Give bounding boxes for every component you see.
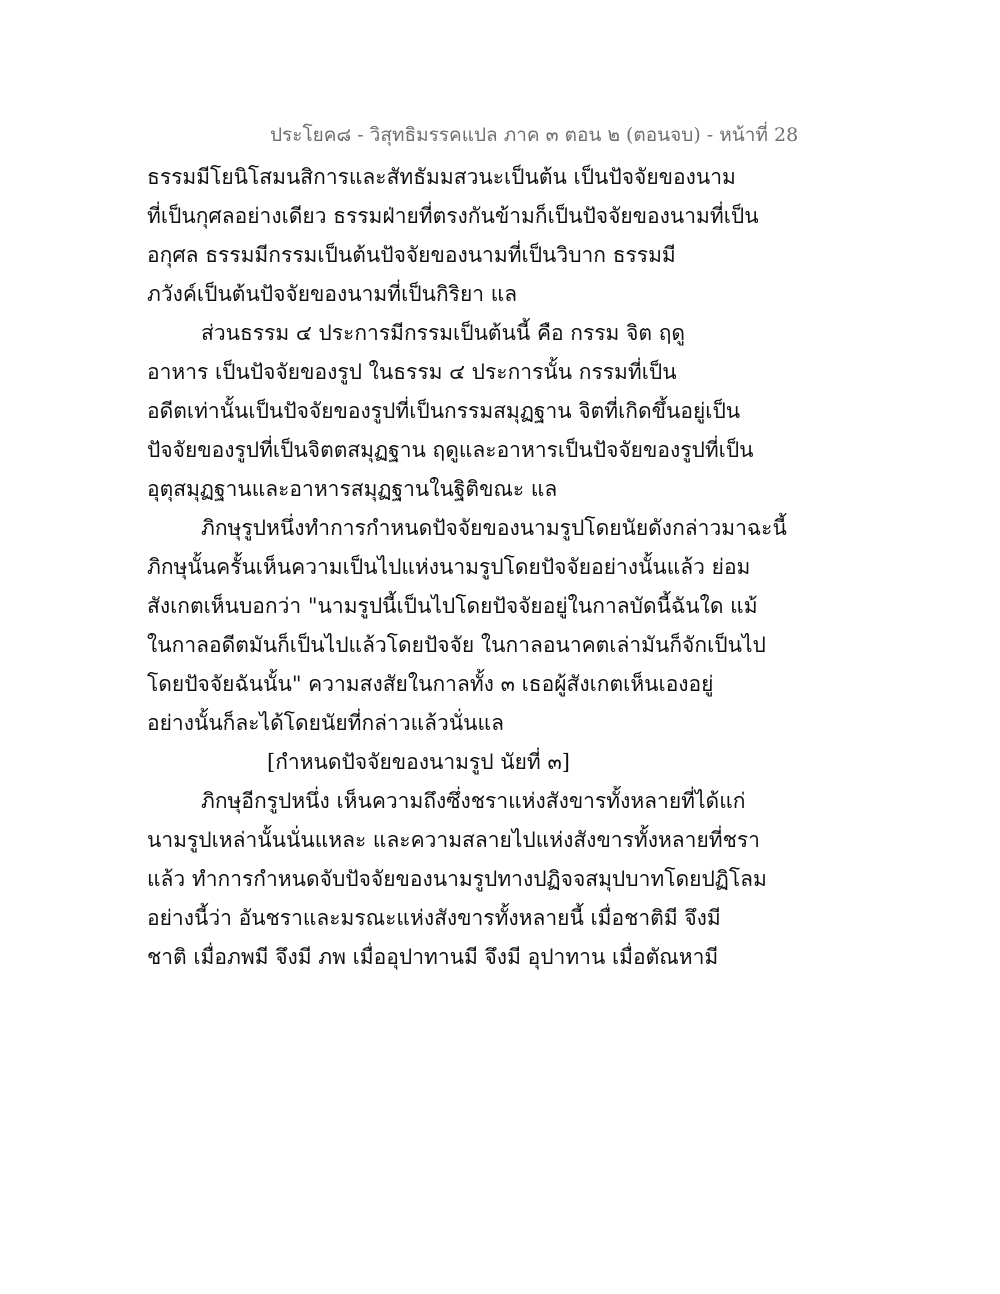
- paragraph-start-line: ส่วนธรรม ๔ ประการมีกรรมเป็นต้นนี้ คือ กรรม จิต ฤดู: [201, 321, 686, 345]
- text-line: ภวังค์เป็นต้นปัจจัยของนามที่เป็นกิริยา แล: [147, 282, 518, 306]
- paragraph-start-line: ภิกษุรูปหนึ่งทำการกำหนดปัจจัยของนามรูปโดยนัยดังกล่าวมาฉะนี้: [201, 516, 787, 540]
- text-line: นามรูปเหล่านั้นนั่นแหละ และความสลายไปแห่งสังขารทั้งหลายที่ชรา: [147, 828, 760, 852]
- text-line: ชาติ เมื่อภพมี จึงมี ภพ เมื่ออุปาทานมี จึงมี อุปาทาน เมื่อตัณหามี: [147, 945, 719, 969]
- text-line: ในกาลอดีตมันก็เป็นไปแล้วโดยปัจจัย ในกาลอนาคตเล่ามันก็จักเป็นไป: [147, 633, 766, 657]
- text-line: อดีตเท่านั้นเป็นปัจจัยของรูปที่เป็นกรรมสมุฏฐาน จิตที่เกิดขึ้นอยู่เป็น: [147, 399, 741, 423]
- text-line: ธรรมมีโยนิโสมนสิการและสัทธัมมสวนะเป็นต้น เป็นปัจจัยของนาม: [147, 165, 736, 189]
- text-line: โดยปัจจัยฉันนั้น" ความสงสัยในกาลทั้ง ๓ เธอผู้สังเกตเห็นเองอยู่: [147, 672, 714, 696]
- text-line: ภิกษุนั้นครั้นเห็นความเป็นไปแห่งนามรูปโดยปัจจัยอย่างนั้นแล้ว ย่อม: [147, 555, 751, 579]
- text-line: อย่างนี้ว่า อันชราและมรณะแห่งสังขารทั้งหลายนี้ เมื่อชาติมี จึงมี: [147, 906, 721, 930]
- text-line: แล้ว ทำการกำหนดจับปัจจัยของนามรูปทางปฏิจจสมุปบาทโดยปฏิโลม: [147, 867, 767, 891]
- text-line: อุตุสมุฏฐานและอาหารสมุฏฐานในฐิติขณะ แล: [147, 477, 558, 501]
- text-line: อาหาร เป็นปัจจัยของรูป ในธรรม ๔ ประการนั้น กรรมที่เป็น: [147, 360, 677, 384]
- text-line: ปัจจัยของรูปที่เป็นจิตตสมุฏฐาน ฤดูและอาหารเป็นปัจจัยของรูปที่เป็น: [147, 438, 754, 462]
- text-line: อย่างนั้นก็ละได้โดยนัยที่กล่าวแล้วนั่นแล: [147, 711, 504, 735]
- text-line: สังเกตเห็นบอกว่า "นามรูปนี้เป็นไปโดยปัจจัยอยู่ในกาลบัดนี้ฉันใด แม้: [147, 594, 758, 618]
- text-line: อกุศล ธรรมมีกรรมเป็นต้นปัจจัยของนามที่เป็นวิบาก ธรรมมี: [147, 243, 676, 267]
- running-header: ประโยค๘ - วิสุทธิมรรคแปล ภาค ๓ ตอน ๒ (ตอนจบ) - หน้าที่ 28: [270, 124, 799, 146]
- section-heading: [กำหนดปัจจัยของนามรูป นัยที่ ๓]: [267, 750, 571, 774]
- body-text: [147, 158, 787, 977]
- paragraph-start-line: ภิกษุอีกรูปหนึ่ง เห็นความถึงซึ่งชราแห่งสังขารทั้งหลายที่ได้แก่: [201, 789, 746, 813]
- text-line: ที่เป็นกุศลอย่างเดียว ธรรมฝ่ายที่ตรงกันข้ามก็เป็นปัจจัยของนามที่เป็น: [147, 204, 759, 228]
